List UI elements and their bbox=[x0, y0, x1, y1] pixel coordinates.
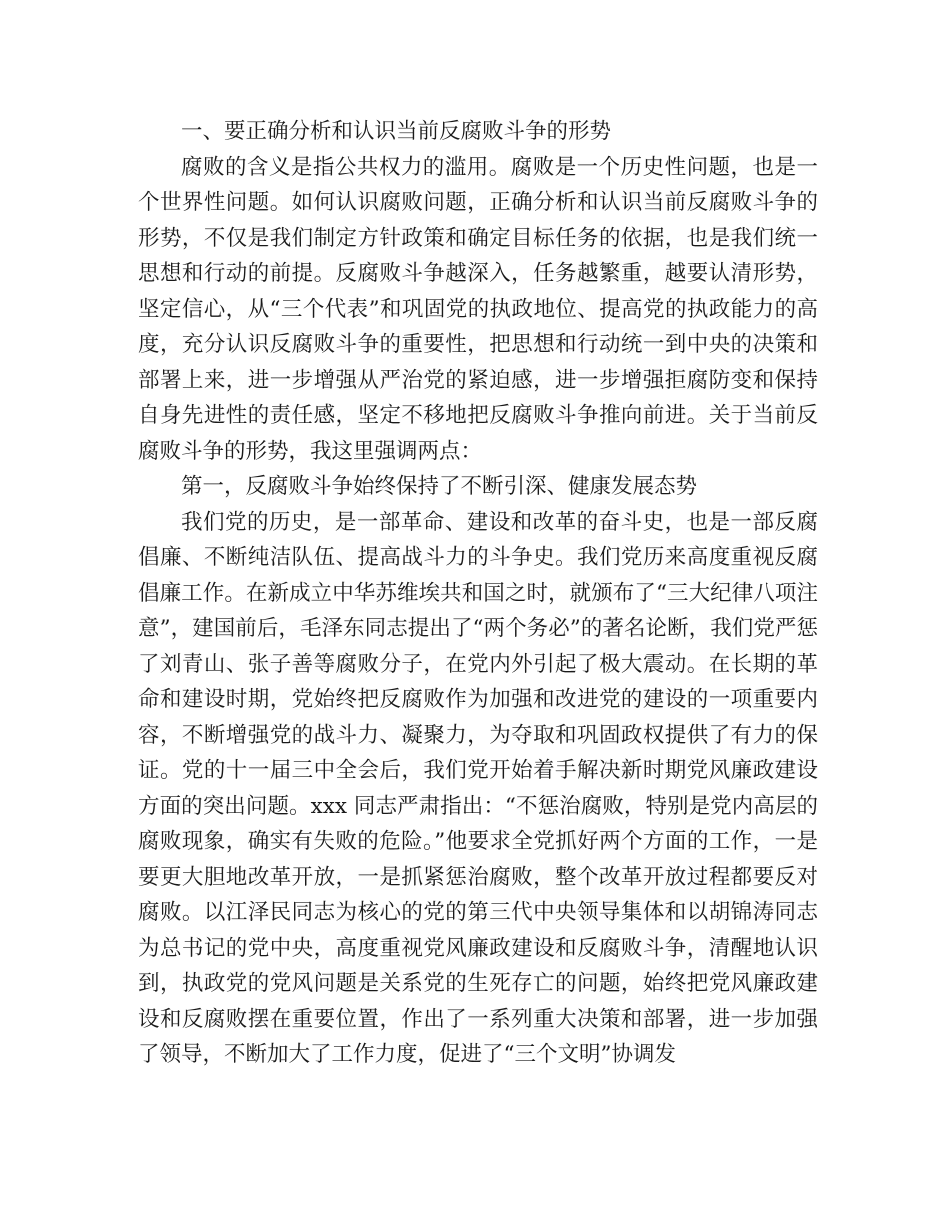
sub-heading: 第一，反腐败斗争始终保持了不断引深、健康发展态势 bbox=[181, 474, 698, 499]
document-body bbox=[138, 114, 818, 1073]
body-paragraph: 我们党的历史，是一部革命、建设和改革的奋斗史，也是一部反腐倡廉、不断纯洁队伍、提高战斗力的斗争史。我们党历来高度重视反腐倡廉工作。在新成立中华苏维埃共和国之时，就颁布了“三大纪律八项注意”，建国前后，毛泽东同志提出了“两个务必”的著名论断，我们党严惩了刘青山、张子善等腐败分子，在党内外引起了极大震动。在长期的革命和建设时期，党始终把反腐败作为加强和改进党的建设的一项重要内容，不断增强党的战斗力、凝聚力，为夺取和巩固政权提供了有力的保证。党的十一届三中全会后，我们党开始着手解决新时期党风廉政建设方面的突出问题。xxx 同志严肃指出：“不惩治腐败，特别是党内高层的腐败现象，确实有失败的危险。”他要求全党抓好两个方面的工作，一是要更大胆地改革开放，一是抓紧惩治腐败，整个改革开放过程都要反对腐败。以江泽民同志为核心的党的第三代中央领导集体和以胡锦涛同志为总书记的党中央，高度重视党风廉政建设和反腐败斗争，清醒地认识到，执政党的党风问题是关系党的生死存亡的问题，始终把党风廉政建设和反腐败摆在重要位置，作出了一系列重大决策和部署，进一步加强了领导，不断加大了工作力度，促进了“三个文明”协调发 bbox=[138, 509, 818, 1067]
body-paragraph: 腐败的含义是指公共权力的滥用。腐败是一个历史性问题，也是一个世界性问题。如何认识腐败问题，正确分析和认识当前反腐败斗争的形势，不仅是我们制定方针政策和确定目标任务的依据，也是我们统一思想和行动的前提。反腐败斗争越深入，任务越繁重，越要认清形势，坚定信心，从“三个代表”和巩固党的执政地位、提高党的执政能力的高度，充分认识反腐败斗争的重要性，把思想和行动统一到中央的决策和部署上来，进一步增强从严治党的紧迫感，进一步增强拒腐防变和保持自身先进性的责任感，坚定不移地把反腐败斗争推向前进。关于当前反腐败斗争的形势，我这里强调两点： bbox=[138, 154, 818, 464]
section-heading: 一、要正确分析和认识当前反腐败斗争的形势 bbox=[181, 119, 612, 144]
